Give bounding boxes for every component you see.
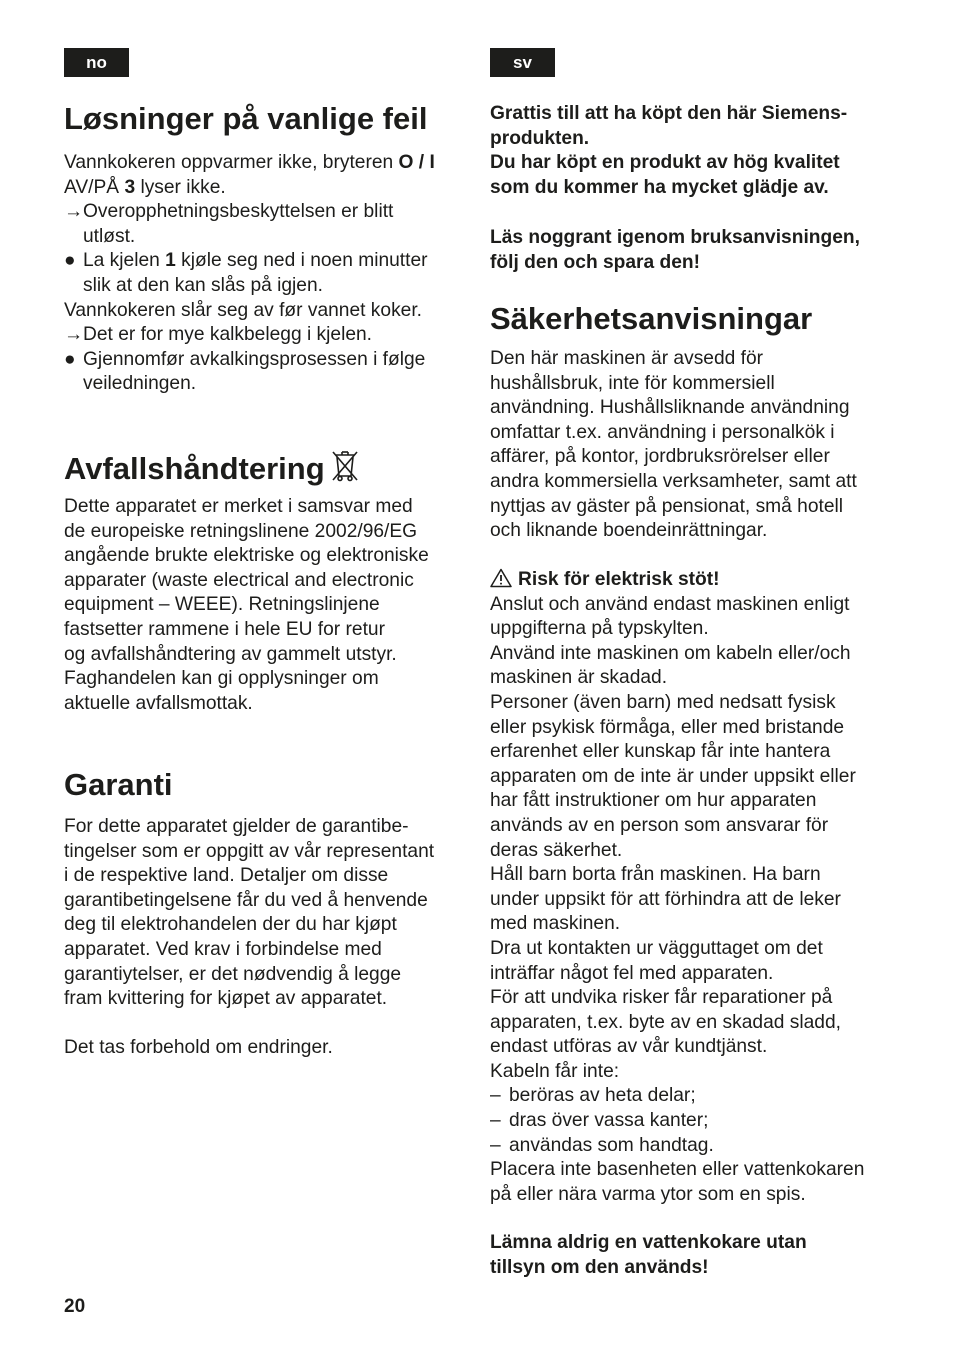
safety-line: affärer, på kontor, jordbruksrörelser eller [490,446,830,468]
language-tab-sv: sv [490,48,555,77]
warranty-line: garantibetingelsene får du ved å henvende [64,889,428,911]
cause-2 [64,323,435,348]
warning-line: Anslut och använd endast maskinen enligt [490,593,850,615]
problem-1-text-a: Vannkokeren oppvarmer ikke, bryteren [64,152,399,173]
disposal-line: angående brukte elektriske og elektroniske [64,545,429,567]
dash-item [490,1134,864,1159]
safety-line: användning. Hushållsliknande användning [490,397,850,419]
warranty-line: deg til elektrohandelen der du har kjøpt [64,914,397,936]
read-line: Läs noggrant igenom bruksanvisningen, [490,227,860,248]
arrow-icon: → [64,324,84,346]
disposal-heading [64,449,359,487]
warning-line: Använd inte maskinen om kabeln eller/och [490,642,851,664]
warning-line: under uppsikt för att förhindra att de leker [490,888,841,910]
warning-line: maskinen är skadad. [490,667,668,689]
disposal-heading-text: Avfallshåndtering [64,451,325,486]
warranty-line: garantiytelser, er det nødvendig å legge [64,963,402,985]
disposal-line: aktuelle avfallsmottak. [64,692,253,714]
warranty-line: tingelser som er oppgitt av vår representant [64,840,435,862]
remedy-1-text-b: kjøle seg ned i noen minutter [175,250,428,272]
safety-heading: Säkerhetsanvisningar [490,301,813,336]
arrow-icon: → [64,201,84,223]
cause-2-text: Det er for mye kalkbelegg i kjelen. [83,324,373,346]
remedy-1-line-2: slik at den kan slås på igjen. [83,274,323,296]
warning-line: För att undvika risker får reparationer på [490,987,833,1009]
safety-line: omfattar t.ex. användning i personalkök i [490,421,835,443]
warning-line: uppgifterna på typskylten. [490,618,709,640]
remedy-2-line-2: veiledningen. [83,373,197,395]
disposal-line: Dette apparatet er merket i samsvar med [64,496,413,517]
warning-line: Kabeln får inte: [490,1060,620,1082]
warning-title-line [490,568,864,593]
final-line: tillsyn om den används! [490,1256,709,1278]
intro-line: Du har köpt en produkt av hög kvalitet [490,152,840,174]
troubleshooting-section [64,151,435,397]
dash-icon: – [490,1134,501,1156]
safety-line: Den här maskinen är avsedd för [490,348,764,369]
language-tab-no: no [64,48,129,77]
remedy-1-line-1 [64,249,435,274]
problem-1-text-c: lyser ikke. [135,176,226,198]
warning-line: deras säkerhet. [490,839,623,861]
disposal-line: apparater (waste electrical and electronic [64,569,414,591]
final-warning [490,1231,807,1280]
safety-intro [490,347,857,544]
warning-line: Personer (även barn) med nedsatt fysisk [490,691,836,713]
disposal-line: de europeiske retningslinene 2002/96/EG [64,520,418,542]
congratulation-intro [490,102,847,200]
dash-icon: – [490,1085,501,1107]
page-number: 20 [64,1296,86,1317]
warning-line: Håll barn borta från maskinen. Ha barn [490,864,821,886]
remedy-2-text: Gjennomfør avkalkingsprosessen i følge [83,348,426,370]
disposal-line: Faghandelen kan gi opplysninger om [64,668,379,690]
reservation-note: Det tas forbehold om endringer. [64,1037,333,1058]
cause-1-line-1 [64,200,435,225]
intro-line: som du kommer ha mycket glädje av. [490,176,829,198]
warning-line: Dra ut kontakten ur vägguttaget om det [490,937,823,959]
warning-line: inträffar något fel med apparaten. [490,962,774,984]
warning-triangle-icon [490,568,512,588]
warranty-line: i de respektive land. Detaljer om disse [64,865,389,887]
troubleshooting-heading: Løsninger på vanlige feil [64,101,428,136]
problem-2: Vannkokeren slår seg av før vannet koker. [64,299,422,321]
electric-shock-warning [490,568,864,1207]
warranty-line: apparatet. Ved krav i forbindelse med [64,938,382,960]
warranty-line: For dette apparatet gjelder de garantibe- [64,816,409,837]
warranty-text [64,815,434,1012]
warning-line: eller psykisk förmåga, eller med bristande [490,716,845,738]
disposal-line: equipment – WEEE). Retningslinjene [64,594,380,616]
disposal-line: fastsetter rammene i hele EU for retur [64,618,385,640]
warranty-heading: Garanti [64,767,173,802]
warning-line: apparaten, t.ex. byte av en skadad sladd, [490,1011,841,1033]
indicator-number: 3 [124,176,136,198]
disposal-text [64,495,429,716]
final-line: Lämna aldrig en vattenkokare utan [490,1232,807,1253]
remedy-2-line-1 [64,348,435,373]
cause-1-text: Overopphetningsbeskyttelsen er blitt [83,201,394,223]
warning-line: erfarenhet eller kunskap får inte hantera [490,741,831,763]
dash-item-text: beröras av heta delar; [509,1085,696,1107]
warning-line: endast utföras av vår kundtjänst. [490,1036,768,1058]
intro-line: produkten. [490,127,590,149]
problem-1-line-1 [64,151,435,176]
safety-line: och liknande boendeinrättningar. [490,520,768,542]
warranty-line: fram kvittering for kjøpet av apparatet. [64,988,388,1010]
crossed-bin-icon [331,449,359,483]
remedy-1-text-a: La kjelen [83,250,166,272]
warning-line: apparaten om de inte är under uppsikt eller [490,765,856,787]
warning-line: på eller nära varma ytor som en spis. [490,1183,806,1205]
bullet-icon: ● [64,348,76,370]
dash-item [490,1084,864,1109]
dash-item-text: användas som handtag. [509,1134,714,1156]
warning-line: används av en person som ansvarar för [490,814,829,836]
dash-icon: – [490,1110,501,1132]
problem-1-line-2 [64,176,435,201]
kettle-number: 1 [165,250,176,272]
cause-1-line-2: utløst. [83,225,136,247]
dash-item-text: dras över vassa kanter; [509,1110,709,1132]
disposal-line: og avfallshåndtering av gammelt utstyr. [64,643,397,665]
warning-line: med maskinen. [490,913,621,935]
read-instructions-note [490,226,860,275]
switch-symbol: O / I [398,152,435,173]
warning-line: har fått instruktioner om hur apparaten [490,790,817,812]
safety-line: hushållsbruk, inte för kommersiell [490,372,775,394]
safety-line: nyttjas av gäster på pensionat, små hotell [490,495,844,517]
safety-line: andra kommersiella verksamheter, samt att [490,470,857,492]
intro-line: Grattis till att ha köpt den här Siemens- [490,103,848,124]
warning-line: Placera inte basenheten eller vattenkokaren [490,1159,865,1181]
dash-item [490,1109,864,1134]
read-line: följ den och spara den! [490,251,701,273]
warning-title: Risk för elektrisk stöt! [518,569,720,590]
bullet-icon: ● [64,250,76,272]
problem-1-text-b: AV/PÅ [64,176,125,198]
